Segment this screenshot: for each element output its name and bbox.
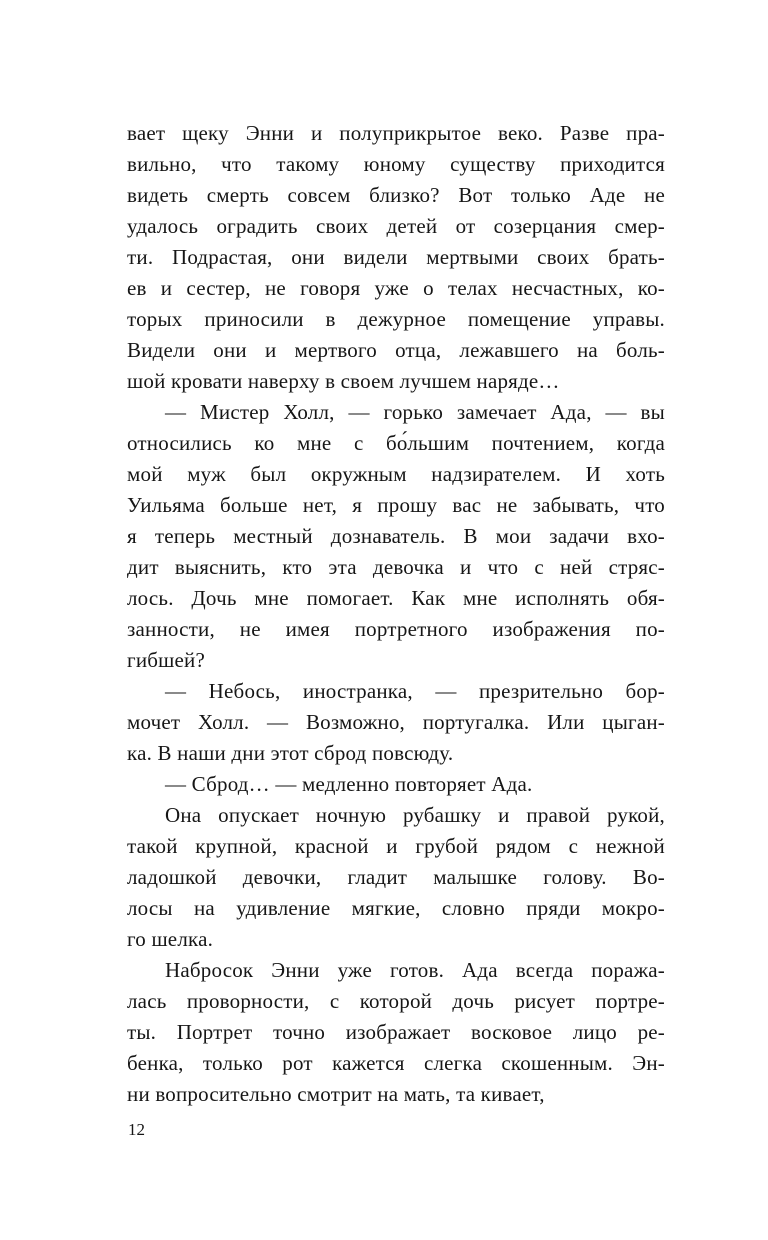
text-line: лосы на удивление мягкие, словно пряди мокро-	[127, 896, 665, 920]
text-line: вает щеку Энни и полуприкрытое веко. Разве пра-	[127, 121, 665, 145]
paragraph	[127, 800, 665, 955]
text-line: такой крупной, красной и грубой рядом с нежной	[127, 834, 665, 858]
page-number: 12	[128, 1120, 145, 1139]
paragraph	[127, 955, 665, 1110]
text-line: — Небось, иностранка, — презрительно бор-	[165, 679, 665, 703]
text-line: ни вопросительно смотрит на мать, та кивает,	[127, 1082, 545, 1106]
text-line: ты. Портрет точно изображает восковое лицо ре-	[127, 1020, 665, 1044]
text-line: Видели они и мертвого отца, лежавшего на боль-	[127, 338, 665, 362]
text-line: шой кровати наверху в своем лучшем наряде…	[127, 369, 560, 393]
text-line: Набросок Энни уже готов. Ада всегда поража-	[165, 958, 665, 982]
text-line: относились ко мне с бо́льшим почтением, когда	[127, 431, 665, 455]
text-line: мой муж был окружным надзирателем. И хоть	[127, 462, 665, 486]
text-block	[127, 118, 665, 1110]
text-line: ти. Подрастая, они видели мертвыми своих брать-	[127, 245, 665, 269]
text-line: занности, не имея портретного изображения по-	[127, 617, 665, 641]
text-line: бенка, только рот кажется слегка скошенным. Эн-	[127, 1051, 665, 1075]
text-line: я теперь местный дознаватель. В мои задачи вхо-	[127, 524, 665, 548]
text-line: — Сброд… — медленно повторяет Ада.	[165, 772, 533, 796]
text-line: го шелка.	[127, 927, 214, 951]
text-line: Уильяма больше нет, я прошу вас не забывать, что	[127, 493, 665, 517]
text-line: гибшей?	[127, 648, 205, 672]
text-line: — Мистер Холл, — горько замечает Ада, — вы	[165, 400, 665, 424]
text-line: удалось оградить своих детей от созерцания смер-	[127, 214, 665, 238]
text-line: вильно, что такому юному существу приходится	[127, 152, 665, 176]
text-line: мочет Холл. — Возможно, португалка. Или цыган-	[127, 710, 665, 734]
text-line: лась проворности, с которой дочь рисует портре-	[127, 989, 665, 1013]
text-line: ладошкой девочки, гладит малышке голову. Во-	[127, 865, 665, 889]
text-line: ев и сестер, не говоря уже о телах несчастных, ко-	[127, 276, 665, 300]
paragraph	[127, 676, 665, 769]
text-line: торых приносили в дежурное помещение управы.	[127, 307, 665, 331]
paragraph	[127, 769, 665, 800]
text-line: Она опускает ночную рубашку и правой рукой,	[165, 803, 665, 827]
text-line: видеть смерть совсем близко? Вот только Аде не	[127, 183, 665, 207]
text-line: лось. Дочь мне помогает. Как мне исполнять обя-	[127, 586, 665, 610]
text-line: дит выяснить, кто эта девочка и что с ней стряс-	[127, 555, 665, 579]
paragraph	[127, 397, 665, 676]
paragraph	[127, 118, 665, 397]
text-line: ка. В наши дни этот сброд повсюду.	[127, 741, 454, 765]
